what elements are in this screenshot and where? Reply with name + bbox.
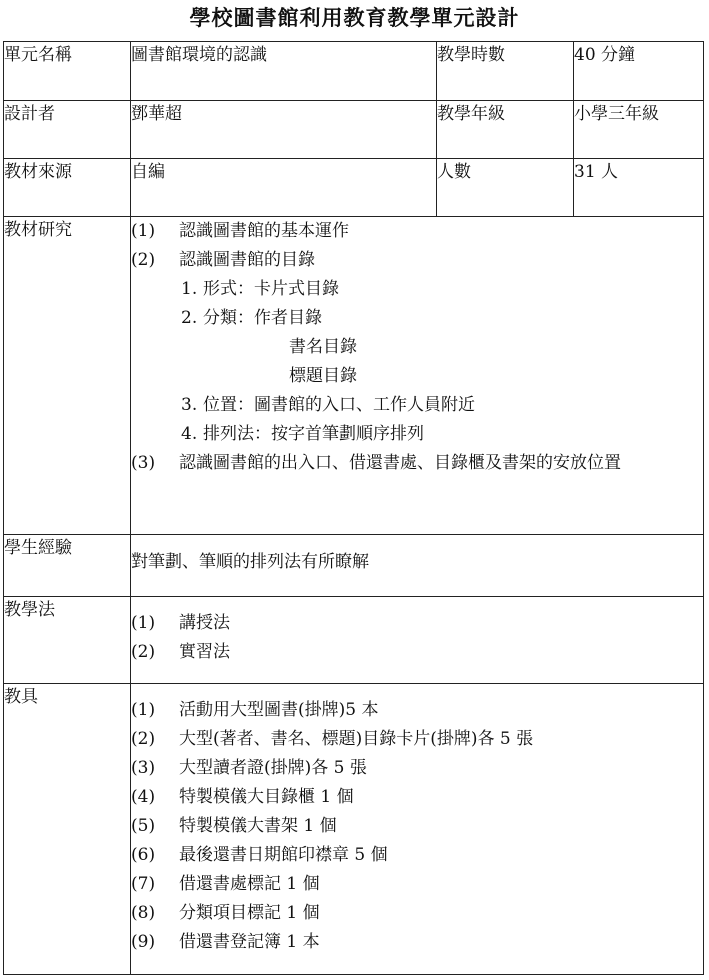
experience-label: 學生經驗 — [4, 535, 131, 597]
designer-label: 設計者 — [4, 101, 131, 159]
header-row-source — [4, 159, 704, 217]
list-item: (3) 認識圖書館的出入口、借還書處、目錄櫃及書架的安放位置 — [131, 453, 621, 473]
source-value: 自編 — [131, 159, 437, 217]
experience-text: 對筆劃、筆順的排列法有所瞭解 — [131, 535, 704, 597]
grade-label: 教學年級 — [437, 101, 574, 159]
header-row-unit — [4, 42, 704, 101]
unit-name-label: 單元名稱 — [4, 42, 131, 101]
list-item: (9) 借還書登記簿 1 本 — [131, 932, 320, 952]
methods-label: 教學法 — [4, 597, 131, 684]
list-item: (1) 講授法 — [131, 613, 230, 633]
research-content — [131, 217, 704, 535]
sub-list-item: 4. 排列法：按字首筆劃順序排列 — [181, 424, 424, 444]
sub-list-item: 2. 分類：作者目錄 — [181, 308, 322, 328]
list-item: (5) 特製模儀大書架 1 個 — [131, 816, 337, 836]
list-item: (1) 活動用大型圖書(掛牌)5 本 — [131, 700, 379, 720]
sub-list-continuation: 標題目錄 — [289, 366, 357, 386]
teaching-hours-value: 40 分鐘 — [574, 42, 704, 101]
research-row — [4, 217, 704, 535]
list-item: (7) 借還書處標記 1 個 — [131, 874, 320, 894]
materials-label: 教具 — [4, 684, 131, 975]
teaching-hours-label: 教學時數 — [437, 42, 574, 101]
page-title: 學校圖書館利用教育教學單元設計 — [189, 5, 520, 30]
designer-value: 鄧華超 — [131, 101, 437, 159]
experience-row — [4, 535, 704, 597]
list-item: (1) 認識圖書館的基本運作 — [131, 221, 349, 241]
materials-row — [4, 684, 704, 975]
list-item: (6) 最後還書日期館印襟章 5 個 — [131, 845, 388, 865]
sub-list-continuation: 書名目錄 — [289, 337, 357, 357]
header-row-designer — [4, 101, 704, 159]
methods-content — [131, 597, 704, 684]
sub-list-item: 3. 位置：圖書館的入口、工作人員附近 — [181, 395, 475, 415]
research-label: 教材研究 — [4, 217, 131, 535]
grade-value: 小學三年級 — [574, 101, 704, 159]
list-item: (4) 特製模儀大目錄櫃 1 個 — [131, 787, 354, 807]
methods-row — [4, 597, 704, 684]
headcount-label: 人數 — [437, 159, 574, 217]
materials-content — [131, 684, 704, 975]
list-item: (8) 分類項目標記 1 個 — [131, 903, 320, 923]
unit-name-value: 圖書館環境的認識 — [131, 42, 437, 101]
list-item: (2) 大型(著者、書名、標題)目錄卡片(掛牌)各 5 張 — [131, 729, 534, 749]
sub-list-item: 1. 形式：卡片式目錄 — [181, 279, 339, 299]
list-item: (2) 實習法 — [131, 642, 230, 662]
source-label: 教材來源 — [4, 159, 131, 217]
headcount-value: 31 人 — [574, 159, 704, 217]
lesson-plan-table — [3, 41, 704, 975]
list-item: (2) 認識圖書館的目錄 — [131, 250, 315, 270]
list-item: (3) 大型讀者證(掛牌)各 5 張 — [131, 758, 367, 778]
